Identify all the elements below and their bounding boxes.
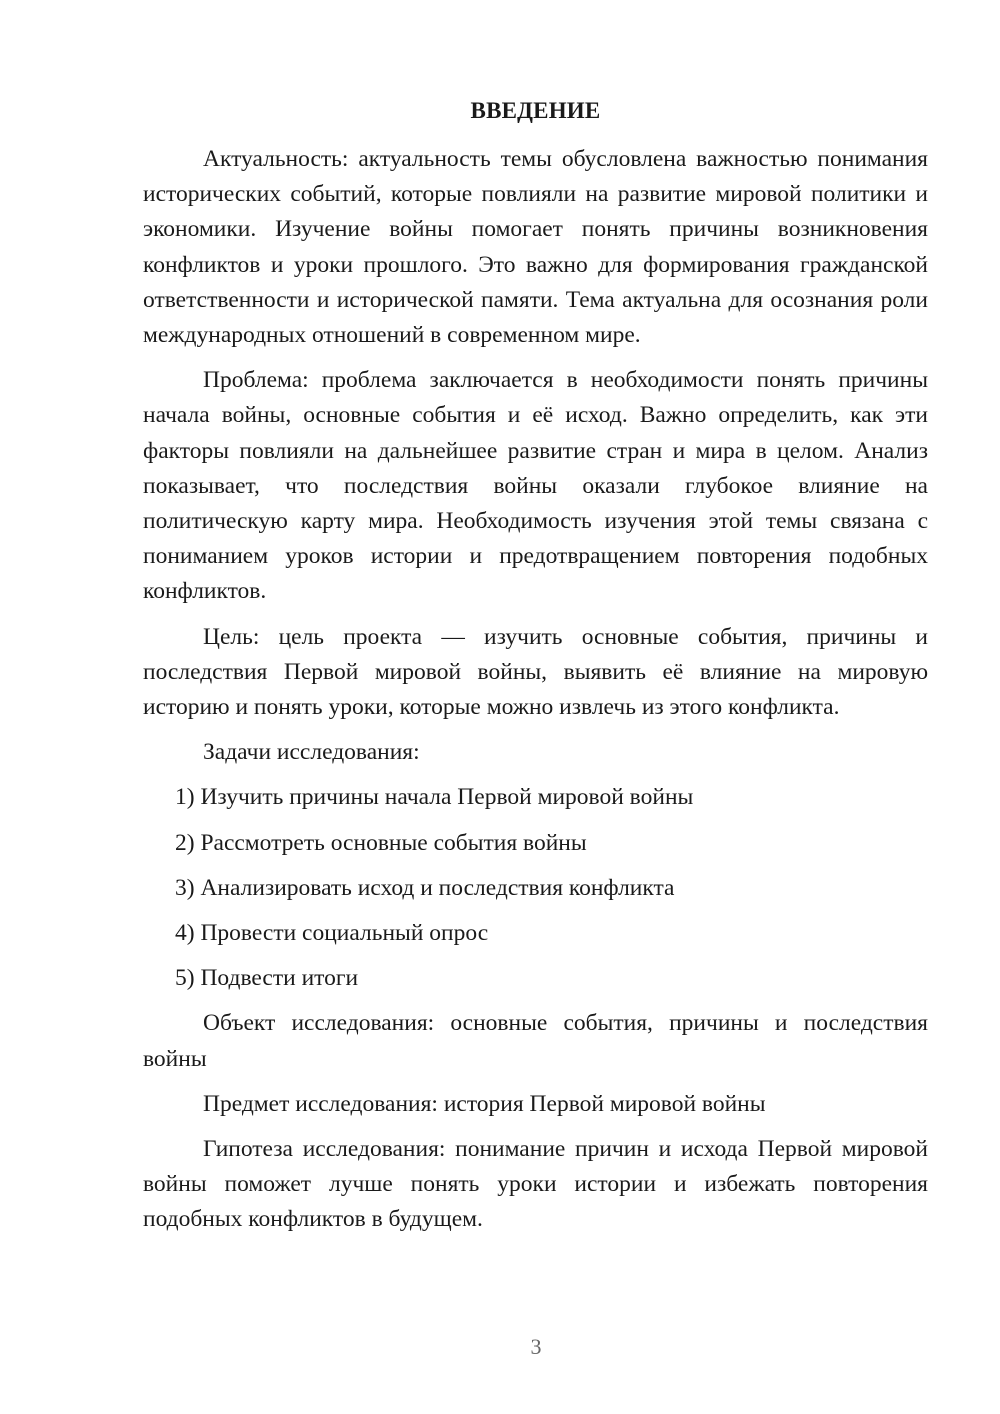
relevance-paragraph: Актуальность: актуальность темы обусловлена важностью понимания исторических событий, которые повлияли на развитие мировой политики и экономики. Изучение войны помогает понять причины возникновения конфликтов и уроки прошлого. Это важно для формирования гражданской ответственности и исторической памяти. Тема актуальна для осознания роли международных отношений в современном мире. <box>143 146 928 349</box>
list-item: 3) Анализировать исход и последствия конфликта <box>175 874 675 901</box>
list-item: 2) Рассмотреть основные события войны <box>175 829 587 856</box>
page-number: 3 <box>530 1334 542 1359</box>
tasks-heading: Задачи исследования: <box>203 739 420 766</box>
object-paragraph: Объект исследования: основные события, причины и последствия войны <box>143 1010 928 1072</box>
list-item: 5) Подвести итоги <box>175 965 359 992</box>
tasks-list <box>143 780 928 996</box>
hypothesis-paragraph: Гипотеза исследования: понимание причин и исхода Первой мировой войны поможет лучше понять уроки истории и избежать повторения подобных конфликтов в будущем. <box>143 1136 928 1233</box>
list-item: 4) Провести социальный опрос <box>175 920 489 947</box>
document-body <box>143 142 928 1248</box>
problem-paragraph: Проблема: проблема заключается в необходимости понять причины начала войны, основные события и её исход. Важно определить, как эти факторы повлияли на дальнейшее развитие стран и мира в целом. Анализ показывает, что последствия войны оказали глубокое влияние на политическую карту мира. Необходимость изучения этой темы связана с пониманием уроков истории и предотвращением повторения подобных конфликтов. <box>143 367 928 605</box>
page-title: ВВЕДЕНИЕ <box>470 98 601 123</box>
goal-paragraph: Цель: цель проекта — изучить основные события, причины и последствия Первой мировой войны, выявить её влияние на мировую историю и понять уроки, которые можно извлечь из этого конфликта. <box>143 623 928 721</box>
list-item: 1) Изучить причины начала Первой мировой войны <box>175 784 694 811</box>
subject-paragraph: Предмет исследования: история Первой мировой войны <box>203 1090 766 1117</box>
